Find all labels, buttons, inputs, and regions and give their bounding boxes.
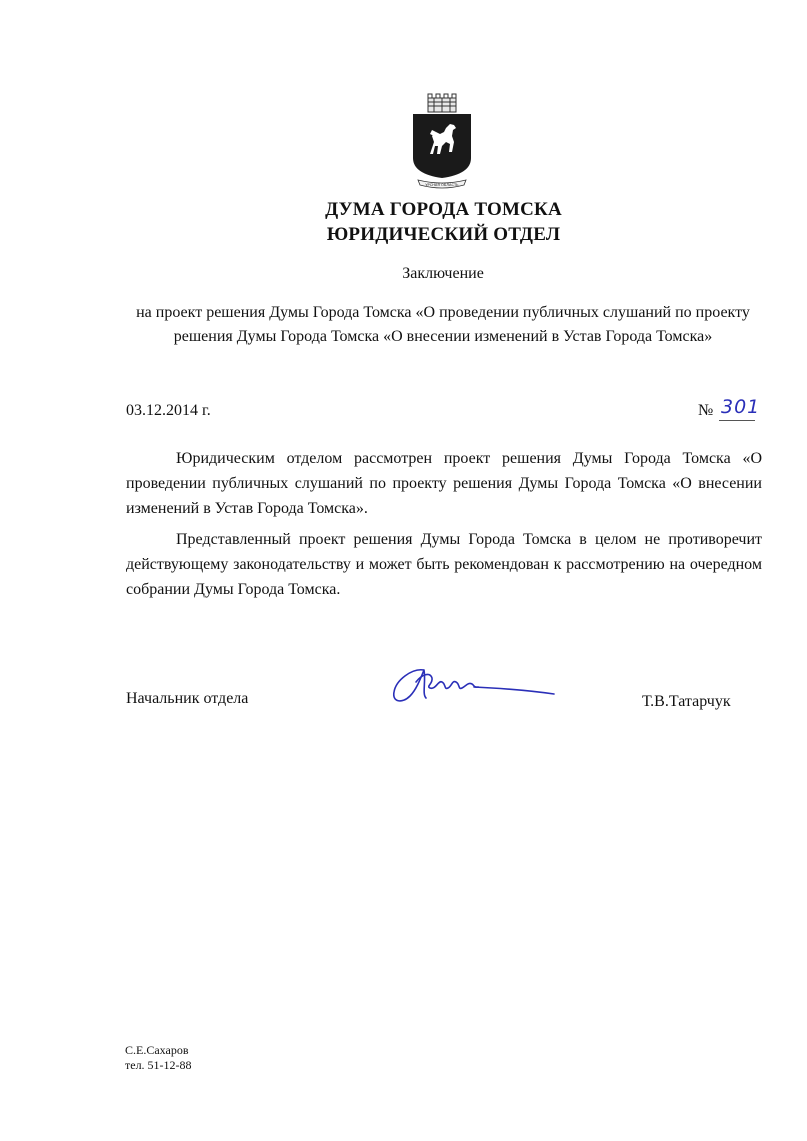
executor-phone: тел. 51-12-88: [125, 1058, 192, 1072]
emblem-motto: УРСНАЯ ОБЛАСТЬ: [425, 183, 459, 187]
signer-name: Т.В.Татарчук: [642, 693, 731, 710]
executor-name: С.Е.Сахаров: [125, 1043, 189, 1057]
document-type: Заключение: [402, 265, 484, 282]
body-paragraph: Представленный проект решения Думы Города Томска в целом не противоречит действующему законодательству и может быть рекомендован к рассмотрению на очередном собрании Думы Города Томска.: [126, 531, 762, 598]
document-date: 03.12.2014 г.: [126, 402, 211, 419]
document-number: [698, 398, 762, 426]
body-paragraph: Юридическим отделом рассмотрен проект решения Думы Города Томска «О проведении публичных слушаний по проекту решения Думы Города Томска «О внесении изменений в Устав Города Томска».: [126, 450, 762, 517]
executor-info: [125, 1043, 192, 1073]
number-value: 301: [721, 396, 761, 418]
department-name: ЮРИДИЧЕСКИЙ ОТДЕЛ: [326, 224, 561, 245]
document-body: [126, 446, 762, 608]
tomsk-coat-of-arms-icon: [410, 92, 474, 192]
number-underline: [719, 420, 755, 421]
handwritten-signature-icon: [386, 660, 562, 708]
organization-name: ДУМА ГОРОДА ТОМСКА: [325, 199, 562, 220]
document-subject: на проект решения Думы Города Томска «О проведении публичных слушаний по проекту решения Думы Города Томска «О внесении изменений в Устав Города Томска»: [136, 304, 750, 345]
signer-position: Начальник отдела: [126, 690, 249, 707]
number-sign: №: [698, 402, 714, 419]
